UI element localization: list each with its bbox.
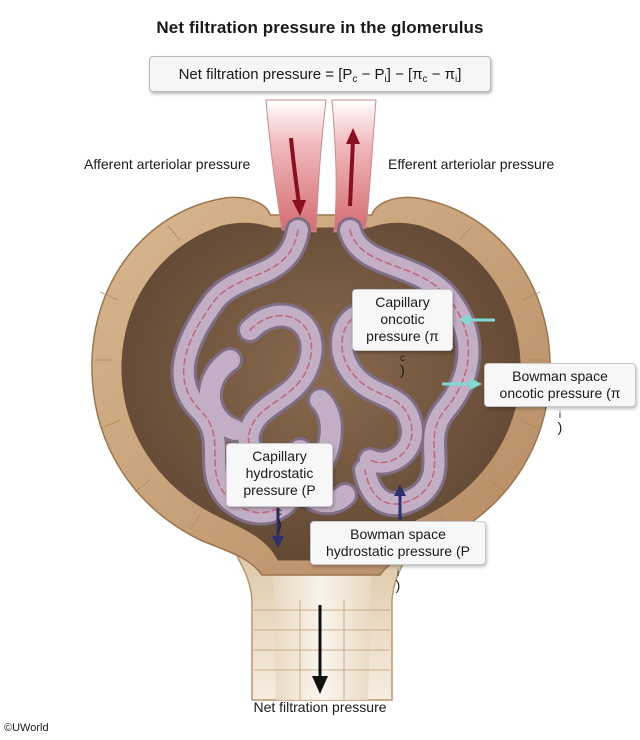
efferent-label: Efferent arteriolar pressure — [388, 156, 555, 172]
bowman-hydrostatic-callout: Bowman space hydrostatic pressure (P $_i$ ) — [310, 521, 486, 565]
afferent-label: Afferent arteriolar pressure — [84, 156, 251, 172]
formula-text: Net filtration pressure = $[P_c - P_i] - [\pi_c - \pi_i]$ — [178, 65, 462, 85]
formula-box — [149, 56, 491, 92]
net-filtration-label: Net filtration pressure — [253, 699, 387, 715]
diagram-title: Net filtration pressure in the glomerulus — [156, 18, 484, 37]
copyright: ©UWorld — [4, 722, 49, 734]
arterioles — [266, 100, 376, 232]
capillary-hydrostatic-callout: Capillary hydrostatic pressure (P $_c$ ) — [226, 443, 333, 507]
capillary-oncotic-callout: Capillary oncotic pressure (π $_c$ ) — [352, 289, 453, 351]
bowman-oncotic-callout: Bowman space oncotic pressure (π $_i$ ) — [484, 363, 636, 407]
